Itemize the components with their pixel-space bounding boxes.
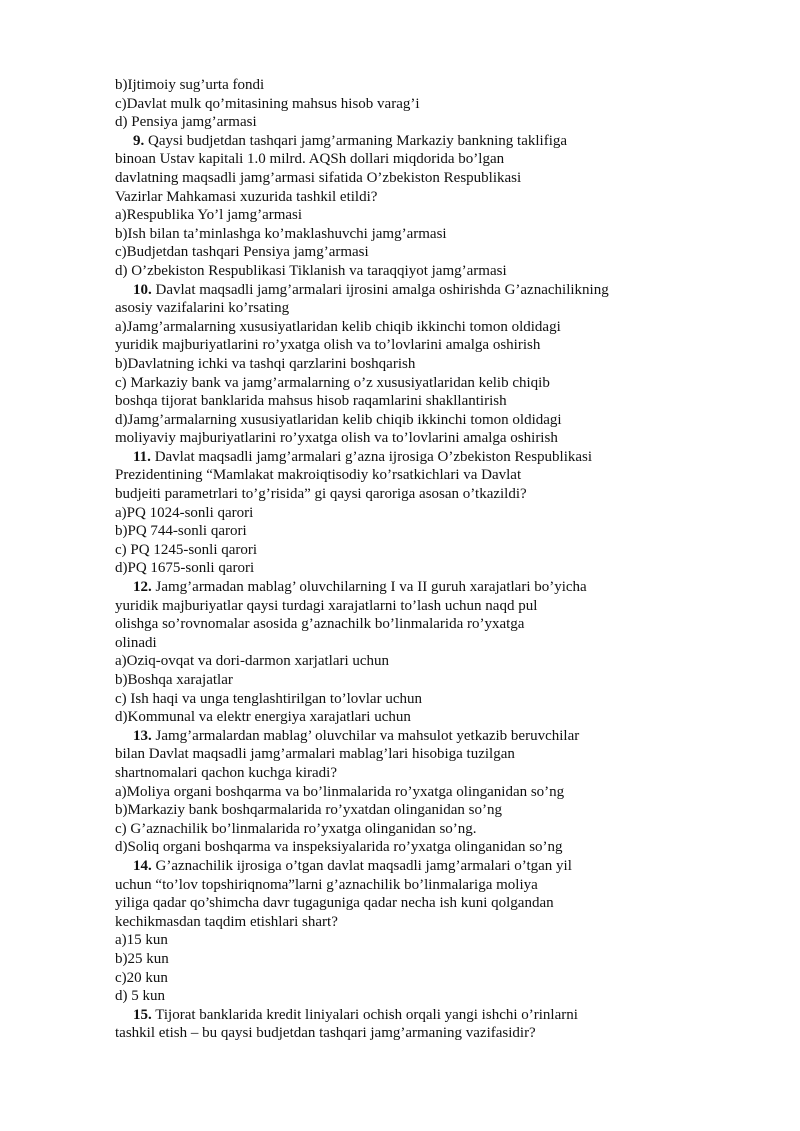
line-text: c) Markaziy bank va jamg’armalarning o’z xususiyatlaridan kelib chiqib [115, 374, 550, 391]
text-line [115, 374, 715, 393]
text-line [115, 504, 715, 523]
line-text: G’aznachilik ijrosiga o’tgan davlat maqsadli jamg’armalari o’tgan yil [151, 857, 572, 874]
line-text: olishga so’rovnomalar asosida g’aznachilk bo’linmalarida ro’yxatga [115, 616, 525, 633]
line-text: yuridik majburiyatlarini ro’yxatga olish va to’lovlarini amalga oshirish [115, 337, 541, 354]
question-number: 9. [133, 132, 145, 149]
line-text: uchun “to’lov topshiriqnoma”larni g’aznachilik bo’linmalariga moliya [115, 876, 538, 893]
text-line [115, 597, 715, 616]
line-text: b)Ish bilan ta’minlashga ko’maklashuvchi jamg’armasi [115, 225, 447, 242]
text-line [115, 1024, 715, 1043]
text-line [115, 931, 715, 950]
question-line [115, 727, 715, 746]
question-number: 15. [133, 1006, 152, 1023]
line-text: Qaysi budjetdan tashqari jamg’armaning Markaziy bankning taklifiga [144, 132, 568, 149]
line-text: a)PQ 1024-sonli qarori [115, 504, 254, 521]
line-text: moliyaviy majburiyatlarini ro’yxatga olish va to’lovlarini amalga oshirish [115, 430, 558, 447]
text-line [115, 522, 715, 541]
line-text: budjeiti parametrlari to’g’risida” gi qaysi qaroriga asosan o’tkazildi? [115, 486, 527, 503]
line-text: a)Respublika Yo’l jamg’armasi [115, 207, 303, 224]
line-text: binoan Ustav kapitali 1.0 milrd. AQSh dollari miqdorida bo’lgan [115, 151, 505, 168]
line-text: yiliga qadar qo’shimcha davr tugaguniga qadar necha ish kuni qolgandan [115, 895, 554, 912]
question-line [115, 1006, 715, 1025]
line-text: yuridik majburiyatlar qaysi turdagi xarajatlarni to’lash uchun naqd pul [115, 597, 538, 614]
text-line [115, 225, 715, 244]
question-number: 11. [133, 448, 151, 465]
text-line [115, 262, 715, 281]
line-text: a)15 kun [115, 932, 168, 949]
line-text: b)Davlatning ichki va tashqi qarzlarini boshqarish [115, 355, 416, 372]
question-line [115, 448, 715, 467]
text-line [115, 355, 715, 374]
line-text: c)20 kun [115, 969, 168, 986]
line-text: Jamg’armalardan mablag’ oluvchilar va mahsulot yetkazib beruvchilar [151, 727, 580, 744]
text-line [115, 615, 715, 634]
text-line [115, 559, 715, 578]
text-line [115, 690, 715, 709]
line-text: Davlat maqsadli jamg’armalari ijrosini amalga oshirishda G’aznachilikning [151, 281, 609, 298]
text-line [115, 801, 715, 820]
line-text: d) 5 kun [115, 988, 165, 1005]
text-line [115, 745, 715, 764]
text-line [115, 411, 715, 430]
text-line [115, 671, 715, 690]
line-text: c) PQ 1245-sonli qarori [115, 541, 258, 558]
text-line [115, 541, 715, 560]
text-line [115, 838, 715, 857]
question-number: 12. [133, 579, 152, 596]
line-text: boshqa tijorat banklarida mahsus hisob raqamlarini shakllantirish [115, 393, 507, 410]
line-text: b)Boshqa xarajatlar [115, 672, 233, 688]
text-line [115, 299, 715, 318]
text-line [115, 820, 715, 839]
line-text: c)Davlat mulk qo’mitasining mahsus hisob varag’i [115, 95, 420, 112]
line-text: tashkil etish – bu qaysi budjetdan tashqari jamg’armaning vazifasidir? [115, 1025, 536, 1042]
text-line [115, 913, 715, 932]
text-line [115, 243, 715, 262]
line-text: Prezidentining “Mamlakat makroiqtisodiy ko’rsatkichlari va Davlat [115, 467, 522, 484]
text-line [115, 894, 715, 913]
text-line [115, 188, 715, 207]
question-number: 10. [133, 281, 152, 298]
text-line [115, 485, 715, 504]
text-line [115, 876, 715, 895]
question-line [115, 857, 715, 876]
text-line [115, 764, 715, 783]
line-text: d) O’zbekiston Respublikasi Tiklanish va taraqqiyot jamg’armasi [115, 262, 507, 279]
text-line [115, 634, 715, 653]
question-number: 13. [133, 727, 152, 744]
line-text: d)PQ 1675-sonli qarori [115, 560, 255, 577]
line-text: b)PQ 744-sonli qarori [115, 523, 247, 540]
question-line [115, 578, 715, 597]
text-line [115, 336, 715, 355]
document-page [115, 76, 715, 1043]
text-line [115, 969, 715, 988]
line-text: davlatning maqsadli jamg’armasi sifatida O’zbekiston Respublikasi [115, 169, 522, 186]
line-text: c) G’aznachilik bo’linmalarida ro’yxatga olinganidan so’ng. [115, 820, 477, 837]
question-line [115, 281, 715, 300]
text-line [115, 113, 715, 132]
text-line [115, 987, 715, 1006]
text-line [115, 392, 715, 411]
text-line [115, 652, 715, 671]
line-text: a)Moliya organi boshqarma va bo’linmalarida ro’yxatga olinganidan so’ng [115, 783, 565, 800]
line-text: shartnomalari qachon kuchga kiradi? [115, 764, 337, 781]
line-text: asosiy vazifalarini ko’rsating [115, 300, 290, 317]
line-text: b)25 kun [115, 950, 169, 967]
line-text: c)Budjetdan tashqari Pensiya jamg’armasi [115, 244, 369, 261]
text-line [115, 95, 715, 114]
line-text: d)Kommunal va elektr energiya xarajatlari uchun [115, 709, 411, 726]
question-line [115, 132, 715, 151]
line-text: kechikmasdan taqdim etishlari shart? [115, 913, 338, 930]
line-text: Jamg’armadan mablag’ oluvchilarning I va II guruh xarajatlari bo’yicha [151, 579, 587, 596]
question-number: 14. [133, 857, 152, 874]
line-text: olinadi [115, 634, 157, 651]
line-text: d) Pensiya jamg’armasi [115, 114, 257, 131]
text-line [115, 206, 715, 225]
text-line [115, 466, 715, 485]
line-text: bilan Davlat maqsadli jamg’armalari mablag’lari hisobiga tuzilgan [115, 746, 515, 763]
text-line [115, 318, 715, 337]
line-text: c) Ish haqi va unga tenglashtirilgan to’lovlar uchun [115, 690, 422, 707]
line-text: Vazirlar Mahkamasi xuzurida tashkil etildi? [115, 188, 378, 205]
text-line [115, 708, 715, 727]
text-line [115, 150, 715, 169]
line-text: Tijorat banklarida kredit liniyalari ochish orqali yangi ishchi o’rinlarni [151, 1006, 578, 1023]
text-line [115, 169, 715, 188]
line-text: d)Jamg’armalarning xususiyatlaridan kelib chiqib ikkinchi tomon oldidagi [115, 411, 562, 428]
line-text: a)Oziq-ovqat va dori-darmon xarjatlari uchun [115, 653, 390, 670]
text-line [115, 783, 715, 802]
line-text: Davlat maqsadli jamg’armalari g’azna ijrosiga O’zbekiston Respublikasi [150, 448, 593, 465]
line-text: d)Soliq organi boshqarma va inspeksiyalarida ro’yxatga olinganidan so’ng [115, 839, 563, 856]
line-text: b)Ijtimoiy sug’urta fondi [115, 77, 265, 93]
line-text: a)Jamg’armalarning xususiyatlaridan kelib chiqib ikkinchi tomon oldidagi [115, 318, 561, 335]
line-text: b)Markaziy bank boshqarmalarida ro’yxatdan olinganidan so’ng [115, 802, 502, 819]
text-line [115, 76, 715, 95]
text-line [115, 429, 715, 448]
text-line [115, 950, 715, 969]
